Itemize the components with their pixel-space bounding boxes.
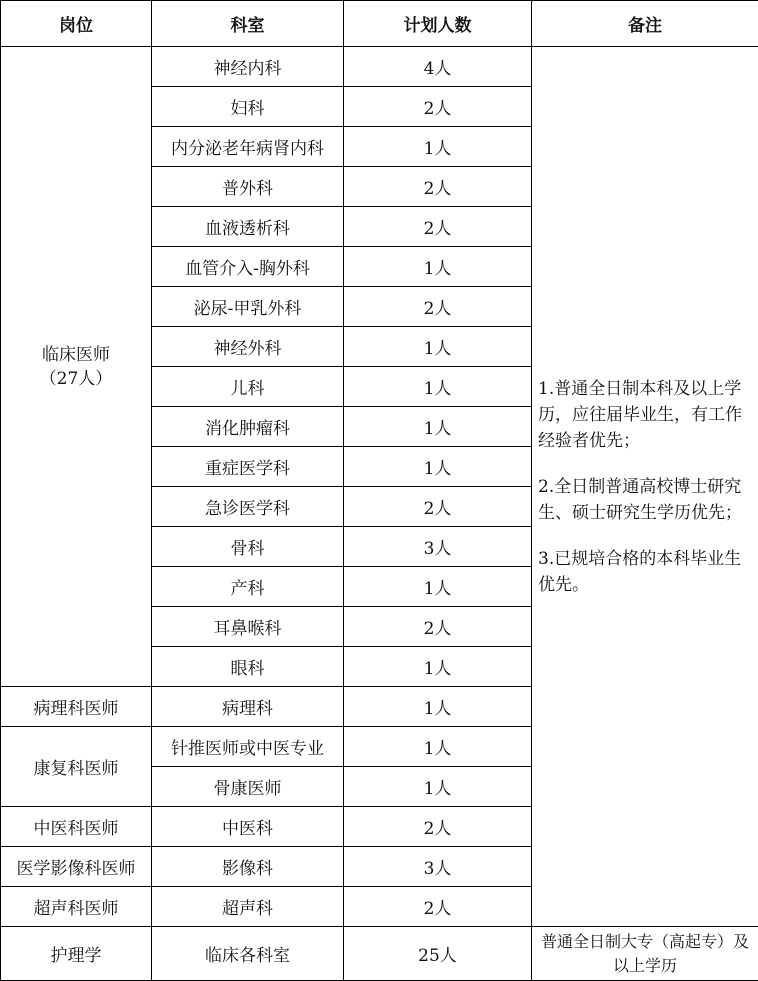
position-pathology: 病理科医师	[1, 687, 152, 727]
dept-cell: 急诊医学科	[152, 487, 344, 527]
position-ultrasound: 超声科医师	[1, 887, 152, 927]
remark-1: 1.普通全日制本科及以上学历，应往届毕业生，有工作经验者优先；	[538, 376, 752, 454]
count-cell: 3人	[344, 527, 532, 567]
header-department: 科室	[152, 1, 344, 47]
dept-cell: 神经外科	[152, 327, 344, 367]
remark-3: 3.已规培合格的本科毕业生优先。	[538, 546, 752, 598]
position-imaging: 医学影像科医师	[1, 847, 152, 887]
dept-cell: 消化肿瘤科	[152, 407, 344, 447]
header-row	[1, 1, 758, 47]
dept-cell: 产科	[152, 567, 344, 607]
dept-cell: 眼科	[152, 647, 344, 687]
dept-cell: 泌尿-甲乳外科	[152, 287, 344, 327]
count-cell: 3人	[344, 847, 532, 887]
dept-cell: 病理科	[152, 687, 344, 727]
dept-cell: 神经内科	[152, 47, 344, 87]
count-cell: 1人	[344, 367, 532, 407]
dept-cell: 针推医师或中医专业	[152, 727, 344, 767]
position-clinical-count: （27人）	[5, 367, 147, 391]
header-planned-count: 计划人数	[344, 1, 532, 47]
count-cell: 1人	[344, 727, 532, 767]
dept-cell: 超声科	[152, 887, 344, 927]
count-cell: 1人	[344, 407, 532, 447]
count-cell: 2人	[344, 607, 532, 647]
position-clinical	[1, 47, 152, 687]
table-row	[1, 927, 758, 981]
dept-cell: 骨康医师	[152, 767, 344, 807]
count-cell: 2人	[344, 207, 532, 247]
count-cell: 1人	[344, 127, 532, 167]
dept-cell: 耳鼻喉科	[152, 607, 344, 647]
position-nursing: 护理学	[1, 927, 152, 981]
dept-cell: 影像科	[152, 847, 344, 887]
count-cell: 1人	[344, 767, 532, 807]
position-rehab: 康复科医师	[1, 727, 152, 807]
count-cell: 2人	[344, 287, 532, 327]
position-clinical-name: 临床医师	[5, 343, 147, 367]
dept-cell: 中医科	[152, 807, 344, 847]
count-cell: 2人	[344, 87, 532, 127]
position-tcm: 中医科医师	[1, 807, 152, 847]
dept-cell: 儿科	[152, 367, 344, 407]
dept-cell: 血液透析科	[152, 207, 344, 247]
count-cell: 25人	[344, 927, 532, 981]
dept-cell: 内分泌老年病肾内科	[152, 127, 344, 167]
dept-cell: 重症医学科	[152, 447, 344, 487]
count-cell: 1人	[344, 647, 532, 687]
dept-cell: 普外科	[152, 167, 344, 207]
remark-2: 2.全日制普通高校博士研究生、硕士研究生学历优先；	[538, 474, 752, 526]
doctor-remarks	[532, 47, 758, 927]
count-cell: 1人	[344, 447, 532, 487]
count-cell: 4人	[344, 47, 532, 87]
count-cell: 2人	[344, 167, 532, 207]
dept-cell: 骨科	[152, 527, 344, 567]
dept-cell: 血管介入-胸外科	[152, 247, 344, 287]
header-position: 岗位	[1, 1, 152, 47]
count-cell: 2人	[344, 807, 532, 847]
dept-cell: 临床各科室	[152, 927, 344, 981]
dept-cell: 妇科	[152, 87, 344, 127]
count-cell: 1人	[344, 247, 532, 287]
count-cell: 1人	[344, 327, 532, 367]
count-cell: 2人	[344, 887, 532, 927]
table-row	[1, 47, 758, 87]
nursing-remark: 普通全日制大专（高起专）及以上学历	[532, 927, 758, 981]
count-cell: 1人	[344, 687, 532, 727]
header-remarks: 备注	[532, 1, 758, 47]
count-cell: 2人	[344, 487, 532, 527]
count-cell: 1人	[344, 567, 532, 607]
